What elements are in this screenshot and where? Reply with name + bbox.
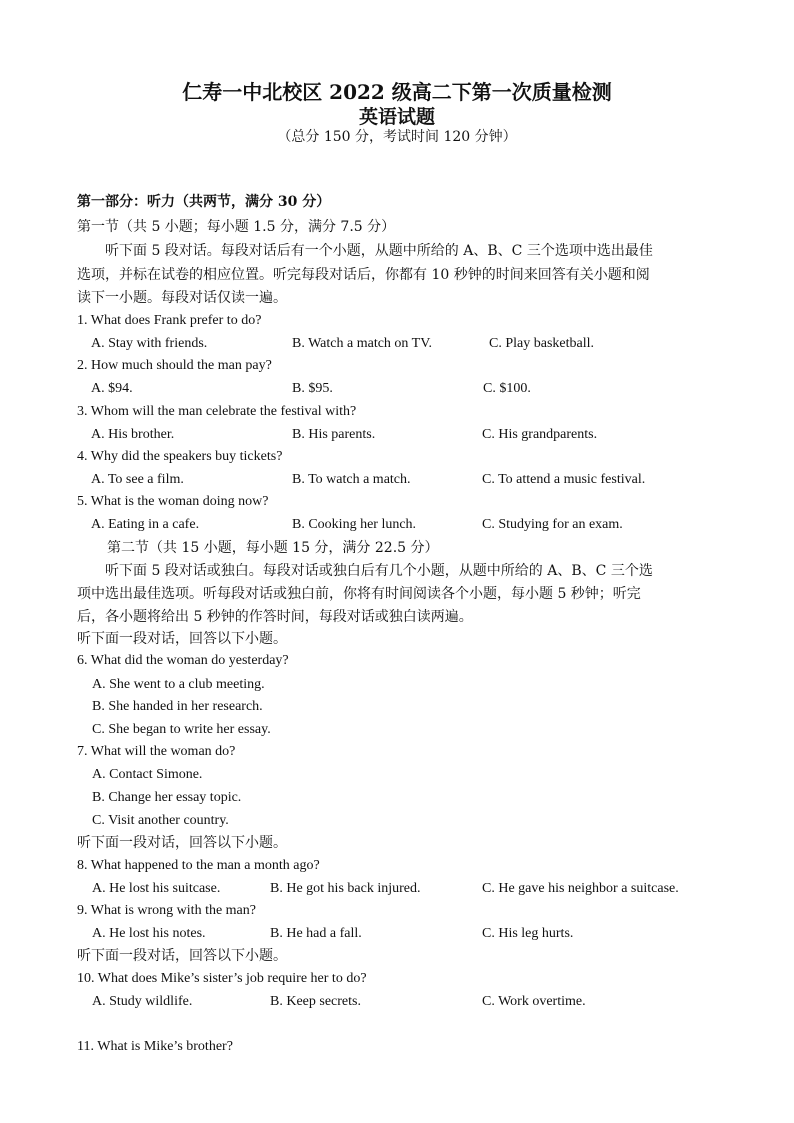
option-b[interactable]: B. Change her essay topic. [92, 790, 242, 805]
part1-heading: 第一部分：听力（共两节，满分 30 分） [77, 194, 331, 210]
question-stem: 2. How much should the man pay? [77, 358, 272, 373]
option-b[interactable]: B. Keep secrets. [270, 994, 361, 1009]
question-stem: 4. Why did the speakers buy tickets? [77, 449, 283, 464]
question-stem: 9. What is wrong with the man? [77, 903, 256, 918]
option-a[interactable]: A. To see a film. [91, 472, 184, 487]
section2-instruction-line: 后，各小题将给出 5 秒钟的作答时间，每段对话或独白读两遍。 [77, 609, 473, 625]
listen-prompt: 听下面一段对话，回答以下小题。 [77, 948, 287, 964]
option-c[interactable]: C. $100. [483, 381, 531, 396]
section1-title: 第一节（共 5 小题；每小题 1.5 分，满分 7.5 分） [77, 219, 396, 235]
question-stem: 7. What will the woman do? [77, 744, 236, 759]
exam-info: （总分 150 分，考试时间 120 分钟） [277, 129, 517, 145]
section1-instruction-line: 读下一小题。每段对话仅读一遍。 [77, 290, 287, 306]
option-c[interactable]: C. Studying for an exam. [482, 517, 623, 532]
question-stem: 6. What did the woman do yesterday? [77, 653, 289, 668]
option-b[interactable]: B. He got his back injured. [270, 881, 421, 896]
section2-instruction-line: 项中选出最佳选项。听每段对话或独白前，你将有时间阅读各个小题，每小题 5 秒钟；听完 [77, 586, 641, 602]
section1-instruction-line: 选项，并标在试卷的相应位置。听完每段对话后，你都有 10 秒钟的时间来回答有关小题和阅 [77, 267, 650, 283]
option-c[interactable]: C. His grandparents. [482, 427, 598, 442]
option-a[interactable]: A. He lost his notes. [92, 926, 206, 941]
option-a[interactable]: A. Contact Simone. [92, 767, 203, 782]
section2-instruction-line: 听下面 5 段对话或独白。每段对话或独白后有几个小题，从题中所给的 A、B、C 三个选 [105, 563, 653, 579]
listen-prompt: 听下面一段对话，回答以下小题。 [77, 631, 287, 647]
option-b[interactable]: B. Watch a match on TV. [292, 336, 433, 351]
section1-instruction-line: 听下面 5 段对话。每段对话后有一个小题，从题中所给的 A、B、C 三个选项中选出最佳 [105, 243, 653, 259]
exam-subtitle: 英语试题 [358, 106, 435, 128]
option-c[interactable]: C. Play basketball. [489, 336, 594, 351]
question-stem: 8. What happened to the man a month ago? [77, 858, 320, 873]
option-a[interactable]: A. Stay with friends. [91, 336, 208, 351]
question-stem: 1. What does Frank prefer to do? [77, 313, 262, 328]
option-a[interactable]: A. Eating in a cafe. [91, 517, 200, 532]
question-stem: 5. What is the woman doing now? [77, 494, 269, 509]
option-c[interactable]: C. She began to write her essay. [92, 722, 271, 737]
option-b[interactable]: B. Cooking her lunch. [292, 517, 417, 532]
option-b[interactable]: B. He had a fall. [270, 926, 362, 941]
option-b[interactable]: B. To watch a match. [292, 472, 411, 487]
option-a[interactable]: A. Study wildlife. [92, 994, 193, 1009]
option-a[interactable]: A. $94. [91, 381, 133, 396]
option-c[interactable]: C. Visit another country. [92, 813, 229, 828]
option-c[interactable]: C. Work overtime. [482, 994, 586, 1009]
option-b[interactable]: B. She handed in her research. [92, 699, 263, 714]
option-a[interactable]: A. His brother. [91, 427, 175, 442]
listen-prompt: 听下面一段对话，回答以下小题。 [77, 835, 287, 851]
option-b[interactable]: B. His parents. [292, 427, 376, 442]
question-stem: 10. What does Mike’s sister’s job require her to do? [77, 971, 367, 986]
option-a[interactable]: A. He lost his suitcase. [92, 881, 221, 896]
question-stem: 11. What is Mike’s brother? [77, 1039, 233, 1054]
section2-title: 第二节（共 15 小题，每小题 15 分，满分 22.5 分） [107, 540, 439, 556]
question-stem: 3. Whom will the man celebrate the festival with? [77, 404, 357, 419]
option-c[interactable]: C. His leg hurts. [482, 926, 574, 941]
option-a[interactable]: A. She went to a club meeting. [92, 677, 265, 692]
option-b[interactable]: B. $95. [292, 381, 333, 396]
exam-title: 仁寿一中北校区 2022 级高二下第一次质量检测 [182, 80, 612, 104]
option-c[interactable]: C. To attend a music festival. [482, 472, 646, 487]
option-c[interactable]: C. He gave his neighbor a suitcase. [482, 881, 679, 896]
